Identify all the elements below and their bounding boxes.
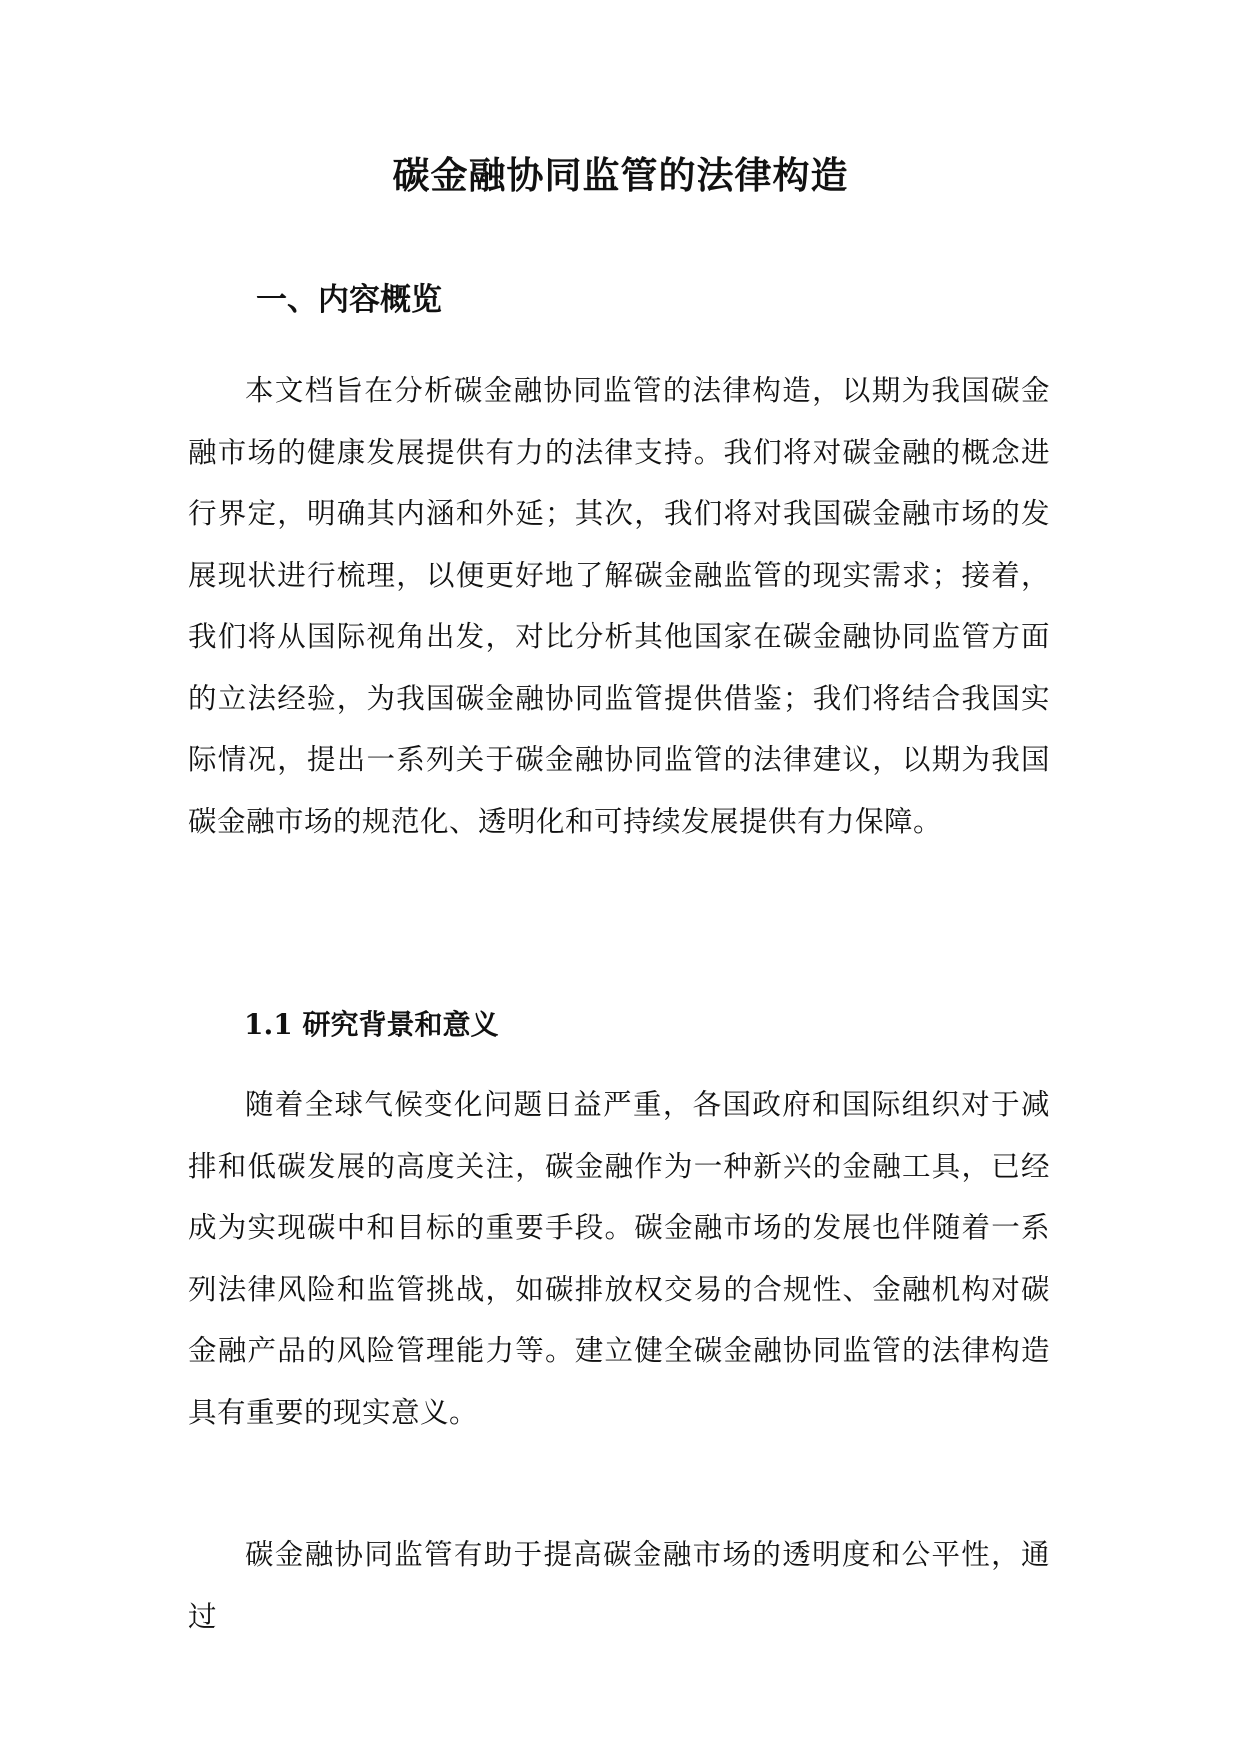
subsection-heading-background: 1.1 研究背景和意义 — [244, 1008, 499, 1041]
background-paragraph-2: 碳金融协同监管有助于提高碳金融市场的透明度和公平性，通过 — [188, 1538, 1050, 1633]
document-title: 碳金融协同监管的法律构造 — [392, 153, 849, 197]
background-paragraph-1: 随着全球气候变化问题日益严重，各国政府和国际组织对于减排和低碳发展的高度关注，碳金融作为一种新兴的金融工具，已经成为实现碳中和目标的重要手段。碳金融市场的发展也伴随着一系列法律风险和监管挑战，如碳排放权交易的合规性、金融机构对碳金融产品的风险管理能力等。建立健全碳金融协同监管的法律构造具有重要的现实意义。 — [188, 1088, 1050, 1429]
overview-paragraph: 本文档旨在分析碳金融协同监管的法律构造，以期为我国碳金融市场的健康发展提供有力的法律支持。我们将对碳金融的概念进行界定，明确其内涵和外延；其次，我们将对我国碳金融市场的发展现状进行梳理，以便更好地了解碳金融监管的现实需求；接着，我们将从国际视角出发，对比分析其他国家在碳金融协同监管方面的立法经验，为我国碳金融协同监管提供借鉴；我们将结合我国实际情况，提出一系列关于碳金融协同监管的法律建议，以期为我国碳金融市场的规范化、透明化和可持续发展提供有力保障。 — [188, 374, 1050, 838]
section-heading-overview: 一、内容概览 — [256, 282, 442, 318]
